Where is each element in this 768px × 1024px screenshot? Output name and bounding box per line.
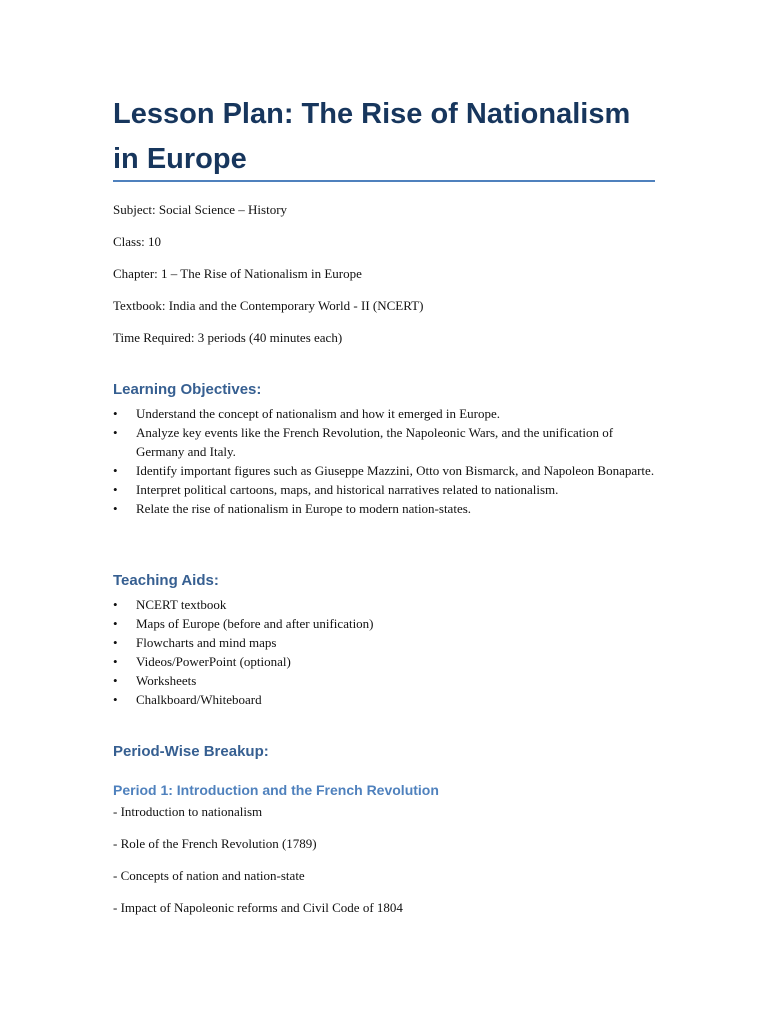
objective-text: Interpret political cartoons, maps, and historical narratives related to nationalism. — [136, 482, 559, 497]
period-1-item: - Impact of Napoleonic reforms and Civil Code of 1804 — [113, 900, 403, 915]
bullet-icon: • — [113, 463, 118, 478]
learning-objectives-heading: Learning Objectives: — [113, 381, 262, 398]
period-1-heading: Period 1: Introduction and the French Revolution — [113, 782, 439, 798]
bullet-icon: • — [113, 501, 118, 516]
list-item — [113, 671, 658, 690]
bullet-icon: • — [113, 406, 118, 421]
bullet-icon: • — [113, 673, 118, 688]
period-1-item: - Introduction to nationalism — [113, 804, 263, 819]
bullet-icon: • — [113, 597, 118, 612]
teaching-aids-heading: Teaching Aids: — [113, 572, 219, 589]
list-item — [113, 614, 658, 633]
bullet-icon: • — [113, 616, 118, 631]
list-item — [113, 633, 658, 652]
subject-line: Subject: Social Science – History — [113, 202, 288, 217]
aid-text: Flowcharts and mind maps — [136, 635, 277, 650]
aid-text: Chalkboard/Whiteboard — [136, 692, 262, 707]
bullet-icon: • — [113, 425, 118, 440]
list-item — [113, 461, 658, 480]
objective-text: Identify important figures such as Giuseppe Mazzini, Otto von Bismarck, and Napoleon Bonaparte. — [136, 463, 655, 478]
aid-text: Maps of Europe (before and after unification) — [136, 616, 374, 631]
bullet-icon: • — [113, 654, 118, 669]
class-line: Class: 10 — [113, 234, 162, 249]
list-item — [113, 690, 658, 709]
list-item — [113, 499, 658, 518]
time-required-line: Time Required: 3 periods (40 minutes each) — [113, 330, 343, 345]
aid-text: Worksheets — [136, 673, 197, 688]
period-breakup-heading: Period-Wise Breakup: — [113, 743, 269, 760]
title-underline — [113, 180, 655, 182]
period-1-item: - Role of the French Revolution (1789) — [113, 836, 317, 851]
bullet-icon: • — [113, 692, 118, 707]
list-item — [113, 423, 658, 461]
chapter-line: Chapter: 1 – The Rise of Nationalism in Europe — [113, 266, 362, 281]
objective-text: Analyze key events like the French Revolution, the Napoleonic Wars, and the unification of Germany and Italy. — [136, 425, 614, 459]
textbook-line: Textbook: India and the Contemporary World - II (NCERT) — [113, 298, 424, 313]
bullet-icon: • — [113, 482, 118, 497]
list-item — [113, 652, 658, 671]
list-item — [113, 595, 658, 614]
objective-text: Relate the rise of nationalism in Europe to modern nation-states. — [136, 501, 472, 516]
bullet-icon: • — [113, 635, 118, 650]
learning-objectives-list — [113, 404, 658, 518]
list-item — [113, 404, 658, 423]
objective-text: Understand the concept of nationalism and how it emerged in Europe. — [136, 406, 501, 421]
aid-text: Videos/PowerPoint (optional) — [136, 654, 291, 669]
page-title: Lesson Plan: The Rise of Nationalism in Europe — [113, 98, 631, 175]
period-1-item: - Concepts of nation and nation-state — [113, 868, 305, 883]
aid-text: NCERT textbook — [136, 597, 227, 612]
list-item — [113, 480, 658, 499]
teaching-aids-list — [113, 595, 658, 709]
